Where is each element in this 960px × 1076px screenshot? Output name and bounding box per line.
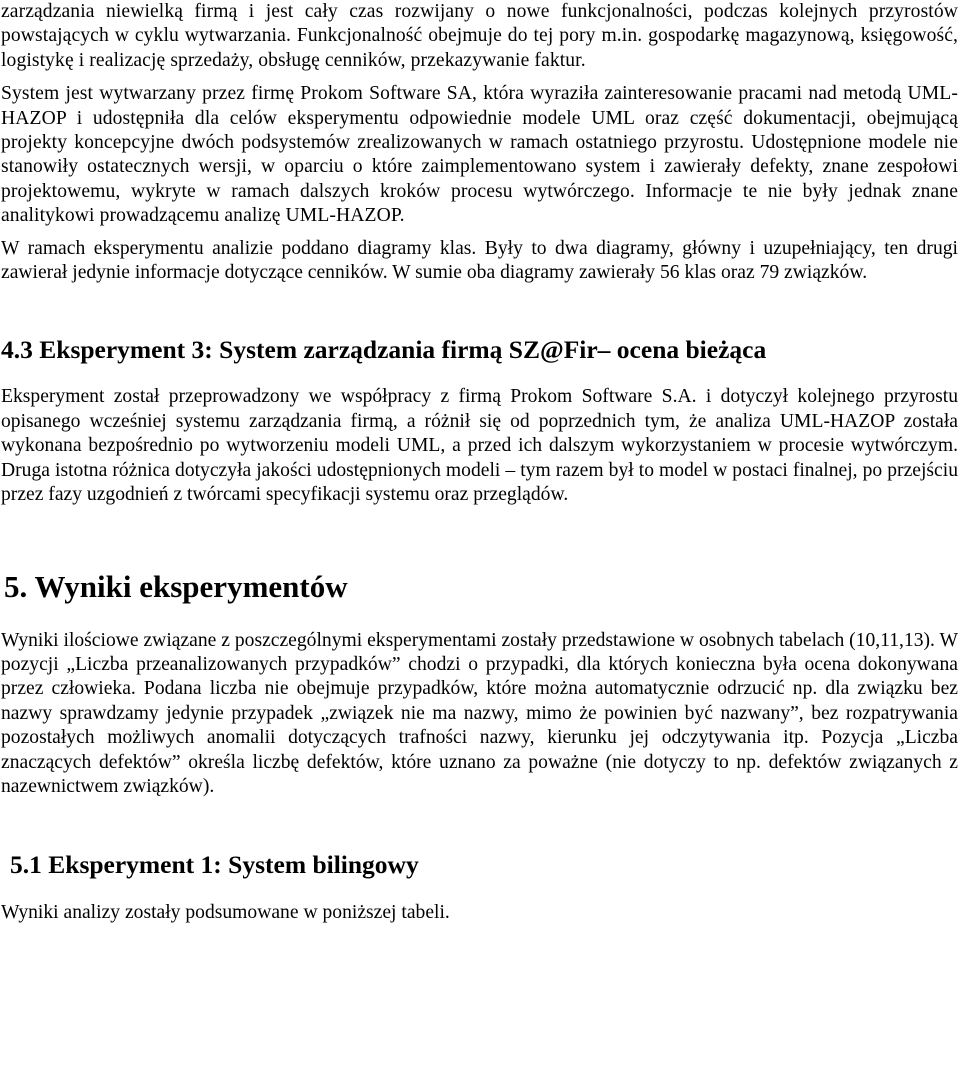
paragraph-system: System jest wytwarzany przez firmę Prokom Software SA, która wyraziła zainteresowanie pracami nad metodą UML-HAZOP i udostępniła dla celów eksperymentu odpowiednie modele UML oraz część dokumentacji, obejmującą projekty koncepcyjne dwóch podsystemów zrealizowanych w ramach ostatniego przyrostu. Udostępnione modele nie stanowiły ostatecznych wersji, w oparciu o które zaimplementowano system i zawierały defekty, znane zespołowi projektowemu, wykryte w ramach dalszych kroków procesu wytwórczego. Informacje te nie były jednak znane analitykowi prowadzącemu analizę UML-HAZOP. [1,83,958,227]
paragraph-experiment-3: Eksperyment został przeprowadzony we współpracy z firmą Prokom Software S.A. i dotyczył kolejnego przyrostu opisanego wcześniej systemu zarządzania firmą, a różnił się od poprzednich tym, że analiza UML-HAZOP została wykonana bezpośrednio po wytworzeniu modeli UML, a przed ich dalszym wykorzystaniem w procesie wytwórczym. Druga istotna różnica dotyczyła jakości udostępnionych modeli – tym razem był to model w postaci finalnej, po przejściu przez fazy uzgodnień z twórcami specyfikacji systemu oraz przeglądów. [1,386,958,506]
section-heading-experiment-1: 5.1 Eksperyment 1: System bilingowy [10,850,419,880]
section-heading-results: 5. Wyniki eksperymentów [4,568,348,604]
paragraph-results: Wyniki ilościowe związane z poszczególnymi eksperymentami zostały przedstawione w osobnych tabelach (10,11,13). W pozycji „Liczba przeanalizowanych przypadków” chodzi o przypadki, dla których konieczna była ocena dokonywana przez człowieka. Podana liczba nie obejmuje przypadków, które można automatycznie odrzucić np. dla związku bez nazwy sprawdzamy jedynie przypadek „związek nie ma nazwy, mimo że powinien być nazwany”, bez rozpatrywania pozostałych możliwych anomalii dotyczących trafności nazwy, kierunku jej odczytywania itp. Pozycja „Liczba znaczących defektów” określa liczbę defektów, które uznano za poważne (nie dotyczy to np. defektów związanych z nazewnictwem związków). [1,629,958,797]
section-heading-experiment-3: 4.3 Eksperyment 3: System zarządzania firmą SZ@Fir– ocena bieżąca [1,335,767,365]
paragraph-intro: zarządzania niewielką firmą i jest cały czas rozwijany o nowe funkcjonalności, podczas kolejnych przyrostów powstających w cyklu wytwarzania. Funkcjonalność obejmuje do tej pory m.in. gospodarkę magazynową, księgowość, logistykę i realizację sprzedaży, obsługę cenników, przekazywanie faktur. [1,1,958,71]
paragraph-summary: Wyniki analizy zostały podsumowane w poniższej tabeli. [1,902,450,924]
paragraph-class-diagrams: W ramach eksperymentu analizie poddano diagramy klas. Były to dwa diagramy, główny i uzupełniający, ten drugi zawierał jedynie informacje dotyczące cenników. W sumie oba diagramy zawierały 56 klas oraz 79 związków. [1,237,958,284]
